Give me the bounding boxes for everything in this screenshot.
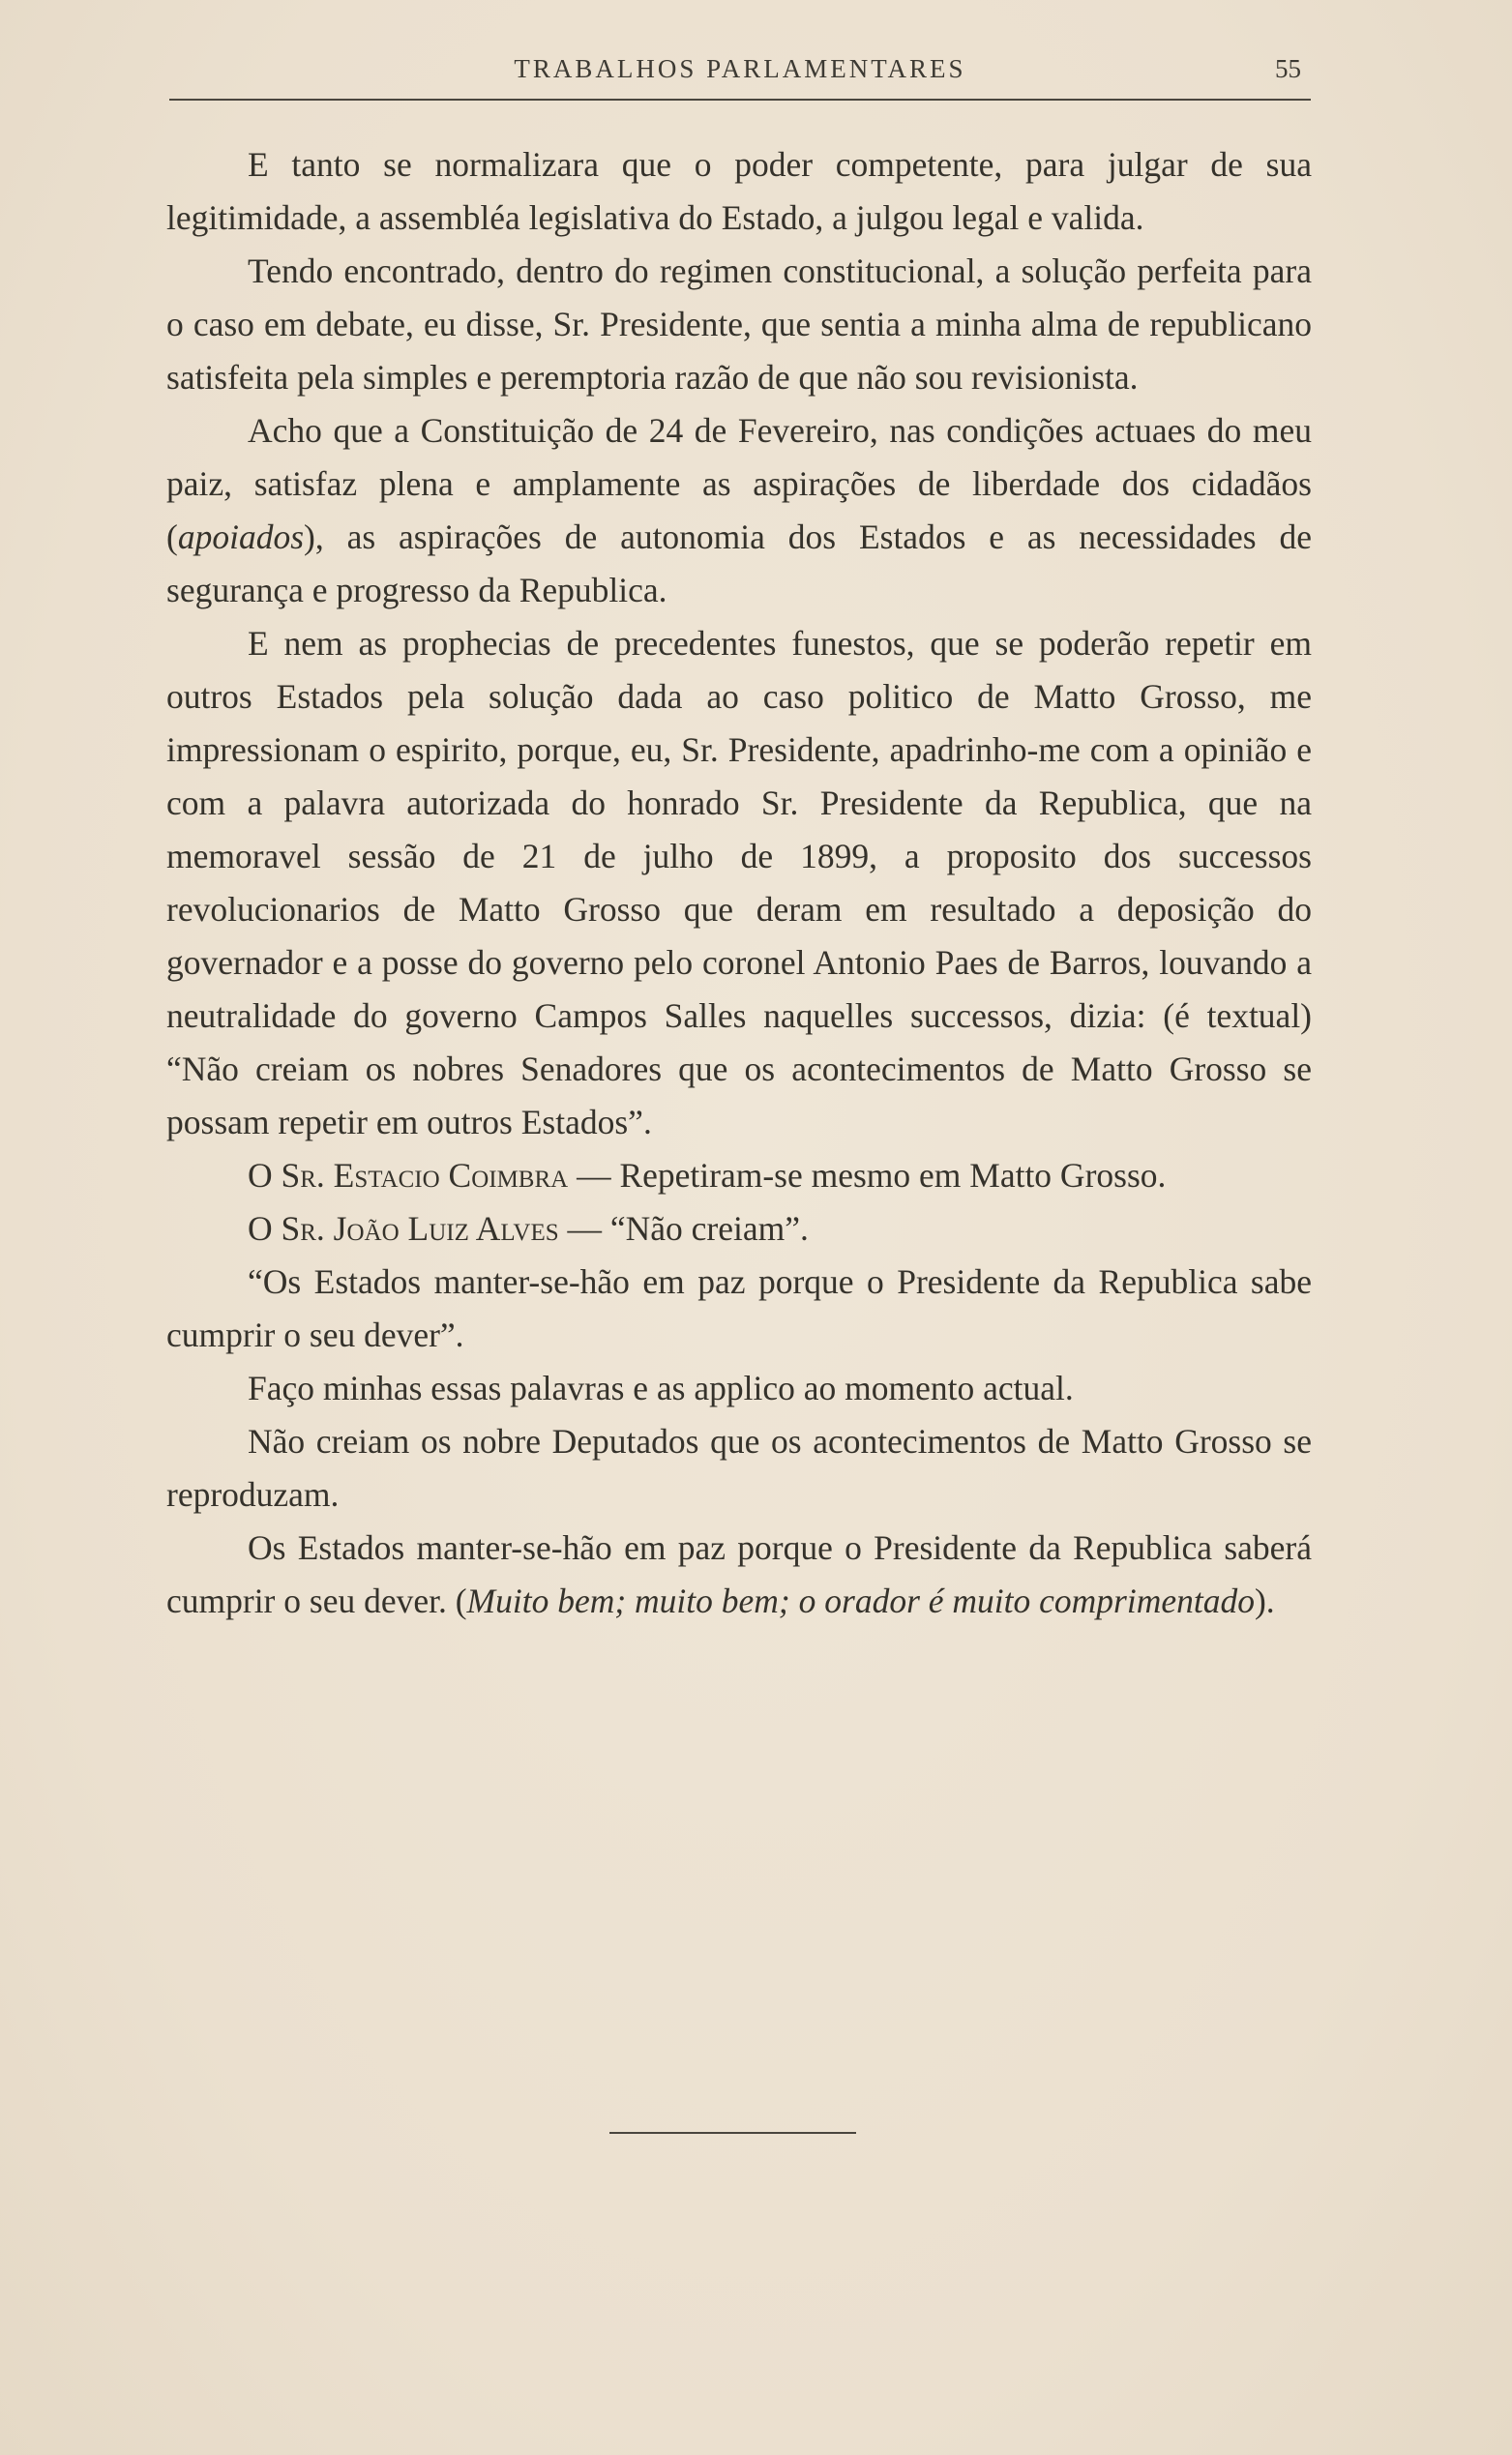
speaker-name: O Sr. Estacio Coimbra xyxy=(248,1156,569,1195)
paragraph-text: ), as aspirações de autonomia dos Estados e as necessidades de segurança e progresso da Republica. xyxy=(166,518,1312,609)
italic-aside: apoiados xyxy=(177,518,305,556)
paragraph-2 xyxy=(166,245,1312,404)
paragraph-text: ). xyxy=(1254,1582,1275,1620)
running-title: TRABALHOS PARLAMENTARES xyxy=(514,54,966,83)
paragraph-text: — “Não creiam”. xyxy=(558,1209,809,1248)
body-text xyxy=(166,138,1312,1628)
closing-rule xyxy=(609,2132,856,2134)
paragraph-6 xyxy=(166,1202,1312,1256)
paragraph-10 xyxy=(166,1522,1312,1628)
paragraph-4 xyxy=(166,617,1312,1149)
paragraph-text: Os Estados manter-se-hão em paz porque o Presidente da Republica saberá cumprir o seu dever. ( xyxy=(166,1528,1312,1620)
paragraph-text: “Os Estados manter-se-hão em paz porque o Presidente da Republica sabe cumprir o seu dever”. xyxy=(166,1262,1312,1354)
paragraph-9 xyxy=(166,1415,1312,1522)
italic-aside: Muito bem; muito bem; o orador é muito comprimentado xyxy=(466,1582,1255,1620)
paragraph-text: Não creiam os nobre Deputados que os acontecimentos de Matto Grosso se reproduzam. xyxy=(166,1422,1312,1514)
paragraph-text: Acho que a Constituição de 24 de Fevereiro, nas condições actuaes do meu paiz, satisfaz plena e amplamente as aspirações de liberdade dos cidadãos ( xyxy=(166,411,1312,556)
paragraph-text: Tendo encontrado, dentro do regimen constitucional, a solução perfeita para o caso em debate, eu disse, Sr. Presidente, que sentia a minha alma de republicano satisfeita pela simples e peremptoria razão de que não sou revisionista. xyxy=(166,251,1312,397)
paragraph-8 xyxy=(166,1362,1312,1415)
paragraph-7 xyxy=(166,1256,1312,1362)
paragraph-text: E nem as prophecias de precedentes funestos, que se poderão repetir em outros Estados pela solução dada ao caso politico de Matto Grosso, me impressionam o espirito, porque, eu, Sr. Presidente, apadrinho-me com a opinião e com a palavra autorizada do honrado Sr. Presidente da Republica, que na memoravel sessão de 21 de julho de 1899, a proposito dos successos revolucionarios de Matto Grosso que deram em resultado a deposição do governador e a posse do governo pelo coronel Antonio Paes de Barros, louvando a neutralidade do governo Campos Salles naquelles successos, dizia: (é textual) “Não creiam os nobres Senadores que os acontecimentos de Matto Grosso se possam repetir em outros Estados”. xyxy=(166,624,1312,1141)
paragraph-3 xyxy=(166,404,1312,617)
page-number: 55 xyxy=(1275,54,1301,83)
header-rule xyxy=(169,99,1311,101)
running-head xyxy=(169,50,1311,89)
speaker-name: O Sr. João Luiz Alves xyxy=(248,1209,559,1248)
paragraph-5 xyxy=(166,1149,1312,1202)
paragraph-1 xyxy=(166,138,1312,245)
paragraph-text: — Repetiram-se mesmo em Matto Grosso. xyxy=(568,1156,1167,1195)
paragraph-text: Faço minhas essas palavras e as applico ao momento actual. xyxy=(248,1369,1074,1407)
paragraph-text: E tanto se normalizara que o poder competente, para julgar de sua legitimidade, a assembléa legislativa do Estado, a julgou legal e valida. xyxy=(166,145,1312,237)
